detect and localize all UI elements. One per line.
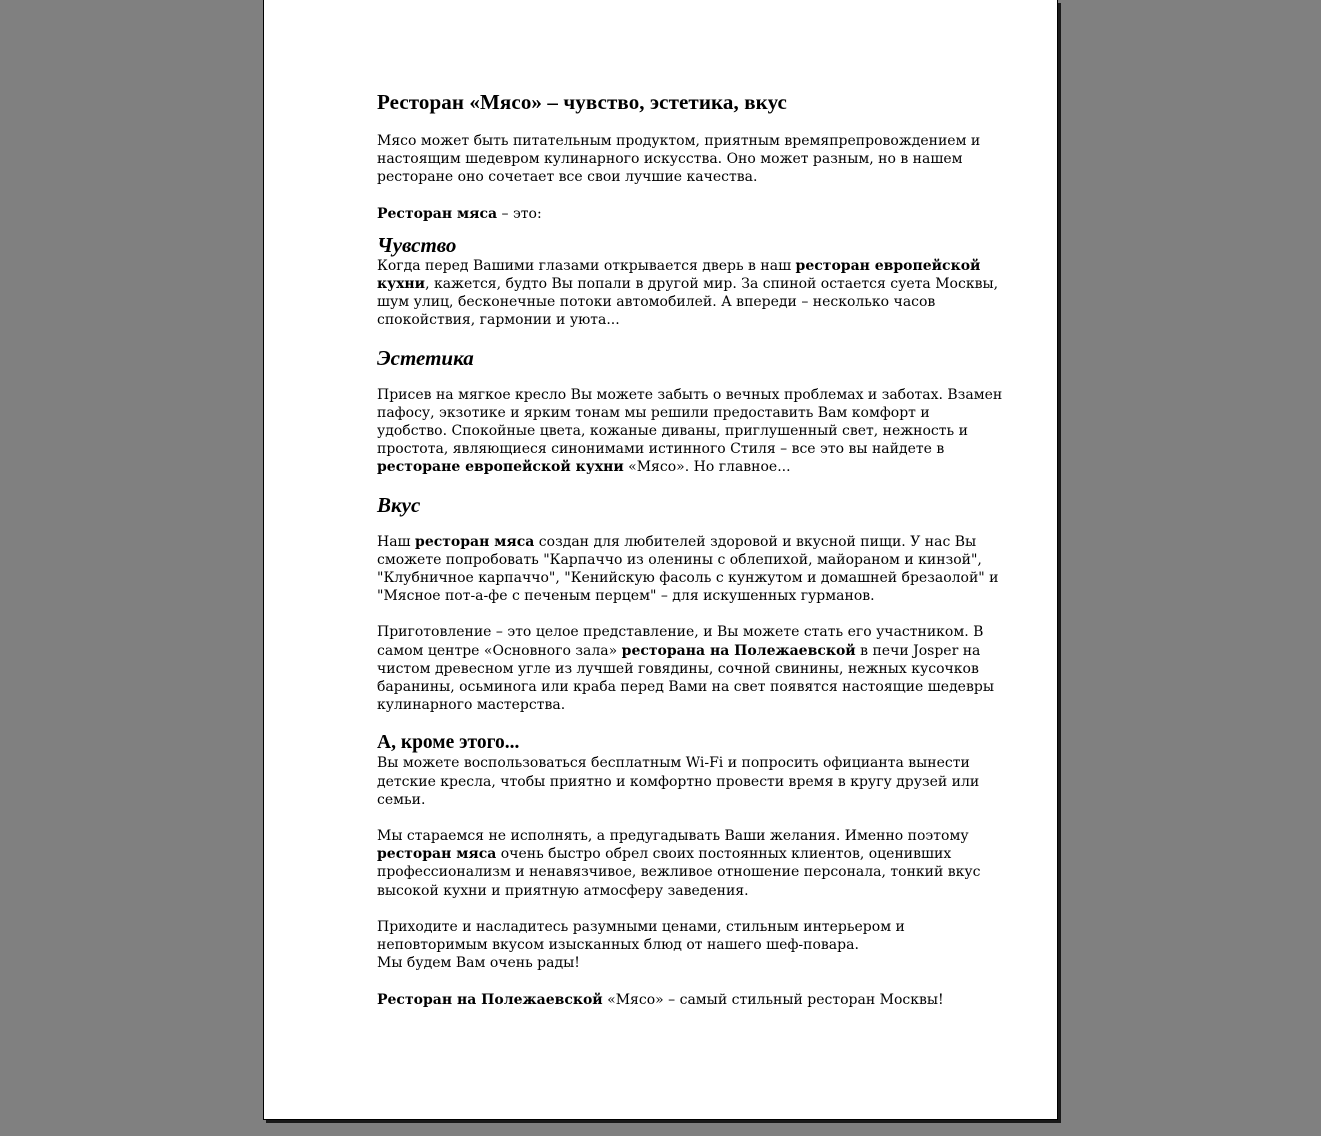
- s1-l1-a: Когда перед Вашими глазами открывается дверь в наш: [377, 257, 796, 274]
- s1-l4: спокойствия, гармонии и уюта...: [377, 312, 620, 329]
- document-page: [263, 0, 1058, 1120]
- lead-paragraph: [377, 205, 1005, 223]
- s2-l2: пафосу, экзотике и ярким тонам мы решили предоставить Вам комфорт и: [377, 404, 930, 421]
- lead-rest: – это:: [497, 205, 542, 222]
- section-besides-paragraph-1: [377, 754, 1005, 809]
- s3-p1-l2: сможете попробовать "Карпаччо из оленины с облепихой, майораном и кинзой",: [377, 551, 982, 568]
- s4-p2-l4: высокой кухни и приятную атмосферу заведения.: [377, 882, 749, 899]
- section-besides-paragraph-2: [377, 827, 1005, 900]
- section-aesthetics-paragraph: [377, 386, 1005, 477]
- s4-p2-l2-b: очень быстро обрел своих постоянных клиентов, оценивших: [496, 846, 952, 863]
- closing-rest: «Мясо» – самый стильный ресторан Москвы!: [602, 991, 944, 1008]
- closing-paragraph: [377, 991, 1005, 1009]
- s4-p2-l3: профессионализм и ненавязчивое, вежливое отношение персонала, тонкий вкус: [377, 864, 981, 881]
- s1-l3: шум улиц, бесконечные потоки автомобилей. А впереди – несколько часов: [377, 294, 936, 311]
- lead-bold: Ресторан мяса: [377, 205, 498, 222]
- intro-line-1: Мясо может быть питательным продуктом, приятным времяпрепровождением и: [377, 133, 981, 149]
- section-feeling-paragraph: [377, 257, 1005, 330]
- s4-p1-l3: семьи.: [377, 791, 426, 808]
- s3-p1-l1-b: ресторан мяса: [415, 533, 535, 550]
- s3-p2-l2-a: самом центре «Основного зала»: [377, 642, 622, 659]
- s1-l1-b: ресторан европейской: [795, 257, 981, 274]
- s4-p2-l2-a: ресторан мяса: [377, 846, 497, 863]
- s2-l5-a: ресторане европейской кухни: [377, 459, 624, 476]
- s1-l2-b: , кажется, будто Вы попали в другой мир. За спиной остается суета Москвы,: [425, 276, 999, 293]
- s3-p1-l4: "Мясное пот-а-фе с печеным перцем" – для искушенных гурманов.: [377, 588, 875, 605]
- section-taste-paragraph-1: [377, 533, 1005, 606]
- closing-bold: Ресторан на Полежаевской: [377, 991, 603, 1008]
- s3-p2-l2-b: ресторана на Полежаевской: [621, 642, 856, 659]
- section-taste-paragraph-2: [377, 623, 1005, 714]
- s2-l3: удобство. Спокойные цвета, кожаные диваны, приглушенный свет, нежность и: [377, 423, 968, 440]
- page-content: [377, 88, 1005, 1009]
- intro-line-2: настоящим шедевром кулинарного искусства. Оно может разным, но в нашем: [377, 151, 963, 168]
- s4-p3-l1: Приходите и насладитесь разумными ценами, стильным интерьером и: [377, 918, 905, 935]
- s3-p2-l5: кулинарного мастерства.: [377, 697, 566, 714]
- s4-p1-l2: детские кресла, чтобы приятно и комфортно провести время в кругу друзей или: [377, 773, 980, 790]
- section-heading-taste: Вкус: [377, 492, 421, 517]
- s1-l2-a: кухни: [377, 276, 426, 293]
- intro-line-3: ресторане оно сочетает все свои лучшие качества.: [377, 169, 758, 186]
- s4-p1-l1: Вы можете воспользоваться бесплатным Wi-Fi и попросить официанта вынести: [377, 755, 970, 772]
- s4-p3-l3: Мы будем Вам очень рады!: [377, 955, 580, 972]
- s3-p1-l1-c: создан для любителей здоровой и вкусной пищи. У нас Вы: [534, 533, 977, 550]
- s3-p2-l3: чистом древесном угле из лучшей говядины, сочной свинины, нежных кусочков: [377, 660, 979, 677]
- s3-p1-l1-a: Наш: [377, 533, 416, 550]
- s3-p2-l4: баранины, осьминога или краба перед Вами на свет появятся настоящие шедевры: [377, 679, 994, 696]
- section-heading-feeling: Чувство: [377, 232, 457, 257]
- page-title: Ресторан «Мясо» – чувство, эстетика, вкус: [377, 90, 787, 114]
- section-heading-aesthetics: Эстетика: [377, 345, 474, 370]
- section-heading-besides: А, кроме этого...: [377, 732, 520, 754]
- s2-l4: простота, являющиеся синонимами истинного Стиля – все это вы найдете в: [377, 441, 945, 458]
- s3-p2-l1: Приготовление – это целое представление, и Вы можете стать его участником. В: [377, 624, 984, 641]
- s2-l1: Присев на мягкое кресло Вы можете забыть о вечных проблемах и заботах. Взамен: [377, 386, 1003, 403]
- s3-p2-l2-c: в печи Josper на: [855, 642, 981, 659]
- s3-p1-l3: "Клубничное карпаччо", "Кенийскую фасоль с кунжутом и домашней брезаолой" и: [377, 570, 999, 587]
- s4-p3-l2: неповторимым вкусом изысканных блюд от нашего шеф-повара.: [377, 937, 859, 954]
- section-besides-paragraph-3: [377, 918, 1005, 973]
- intro-paragraph: [377, 132, 1005, 187]
- s2-l5-b: «Мясо». Но главное...: [623, 459, 791, 476]
- s4-p2-l1: Мы стараемся не исполнять, а предугадывать Ваши желания. Именно поэтому: [377, 828, 969, 845]
